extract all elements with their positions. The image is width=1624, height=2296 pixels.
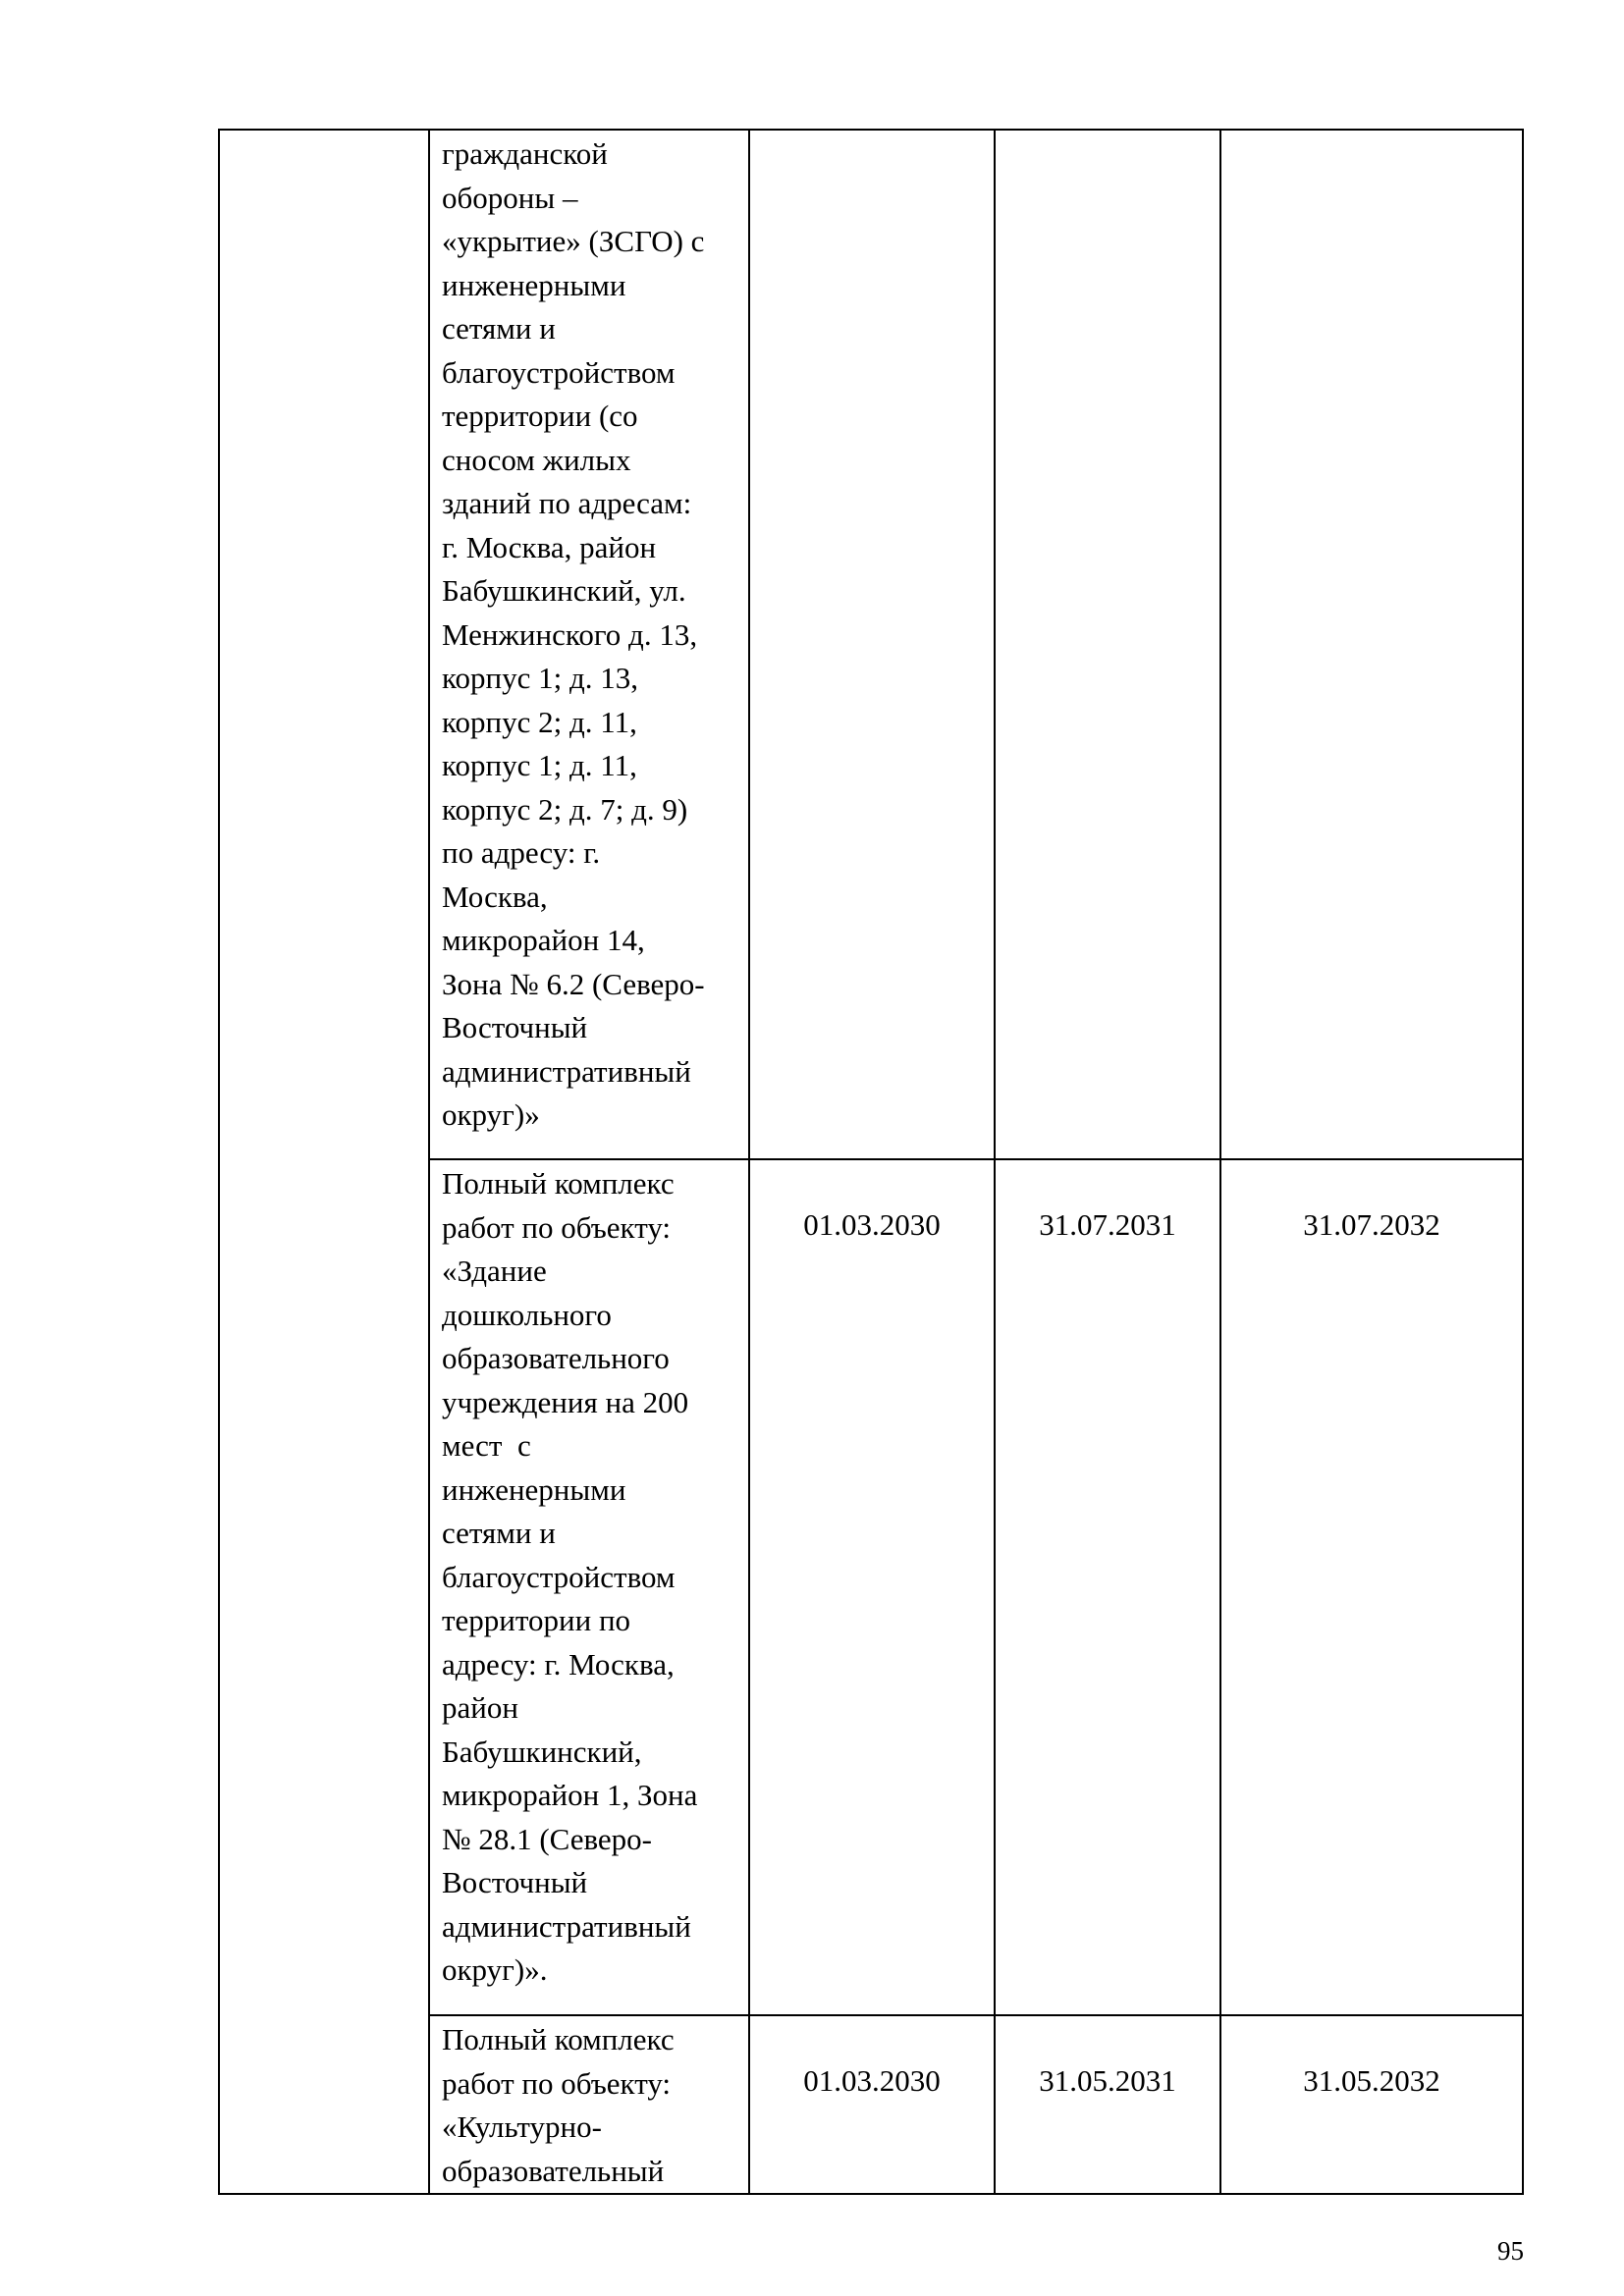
description-line: территории (со — [442, 399, 638, 433]
object-description-cell — [429, 130, 749, 1159]
description-line: микрорайон 1, Зона — [442, 1778, 698, 1812]
schedule-table — [218, 129, 1524, 2195]
description-line: сетями и — [442, 311, 556, 346]
description-line: административный — [442, 1908, 691, 1944]
description-line: «Здание — [442, 1254, 547, 1288]
description-line: сносом жилых — [442, 442, 631, 477]
description-line: «Культурно- — [442, 2109, 602, 2144]
merged-first-column-cell — [219, 130, 429, 2194]
intermediate-date-cell: 31.07.2031 — [995, 1159, 1220, 2015]
description-line: Москва, — [442, 879, 548, 914]
description-line: учреждения на 200 — [442, 1384, 689, 1419]
description-line: район — [442, 1690, 518, 1725]
description-line: Зона № 6.2 (Северо- — [442, 966, 705, 1001]
description-line: округ)». — [442, 1952, 548, 1987]
description-line: № 28.1 (Северо- — [442, 1821, 653, 1856]
description-line: корпус 2; д. 11, — [442, 704, 637, 739]
description-line: «укрытие» (ЗСГО) с — [442, 224, 705, 258]
description-line: работ по объекту: — [442, 2065, 672, 2101]
end-date-cell — [1220, 130, 1523, 1159]
description-line: образовательный — [442, 2153, 665, 2188]
description-line: Восточный — [442, 1010, 588, 1044]
description-line: микрорайон 14, — [442, 923, 645, 957]
description-line: сетями и — [442, 1516, 556, 1550]
end-date-cell: 31.07.2032 — [1220, 1159, 1523, 2015]
start-date-cell — [749, 130, 995, 1159]
description-line: адресу: г. Москва, — [442, 1646, 675, 1682]
description-line: мест с — [442, 1428, 531, 1463]
description-line: работ по объекту: — [442, 1209, 672, 1245]
description-line: г. Москва, район — [442, 529, 657, 564]
description-line: благоустройством — [442, 1559, 676, 1594]
description-line: корпус 1; д. 11, — [442, 748, 637, 782]
description-line: благоустройством — [442, 354, 676, 390]
description-line: округ)» — [442, 1097, 540, 1132]
description-line: образовательного — [442, 1341, 670, 1375]
intermediate-date-cell: 31.05.2031 — [995, 2015, 1220, 2194]
description-line: зданий по адресам: — [442, 486, 692, 520]
description-line: инженерными — [442, 267, 626, 302]
description-line: корпус 2; д. 7; д. 9) — [442, 791, 688, 827]
description-line: дошкольного — [442, 1297, 612, 1332]
description-line: Бабушкинский, — [442, 1734, 642, 1769]
description-line: по адресу: г. — [442, 835, 601, 870]
end-date-cell: 31.05.2032 — [1220, 2015, 1523, 2194]
description-line: обороны – — [442, 180, 578, 215]
start-date-cell: 01.03.2030 — [749, 1159, 995, 2015]
description-line: Восточный — [442, 1865, 588, 1899]
description-line: инженерными — [442, 1471, 626, 1507]
object-description-cell — [429, 2015, 749, 2194]
intermediate-date-cell — [995, 130, 1220, 1159]
description-line: гражданской — [442, 136, 608, 171]
description-line: Менжинского д. 13, — [442, 616, 698, 652]
table-row — [219, 130, 1523, 1159]
description-line: административный — [442, 1053, 691, 1089]
object-description-cell — [429, 1159, 749, 2015]
description-line: Бабушкинский, ул. — [442, 573, 686, 608]
description-line: территории по — [442, 1603, 631, 1637]
description-line: Полный комплекс — [442, 1166, 675, 1201]
page-number: 95 — [1497, 2236, 1524, 2266]
description-line: корпус 1; д. 13, — [442, 661, 638, 695]
start-date-cell: 01.03.2030 — [749, 2015, 995, 2194]
description-line: Полный комплекс — [442, 2022, 675, 2056]
